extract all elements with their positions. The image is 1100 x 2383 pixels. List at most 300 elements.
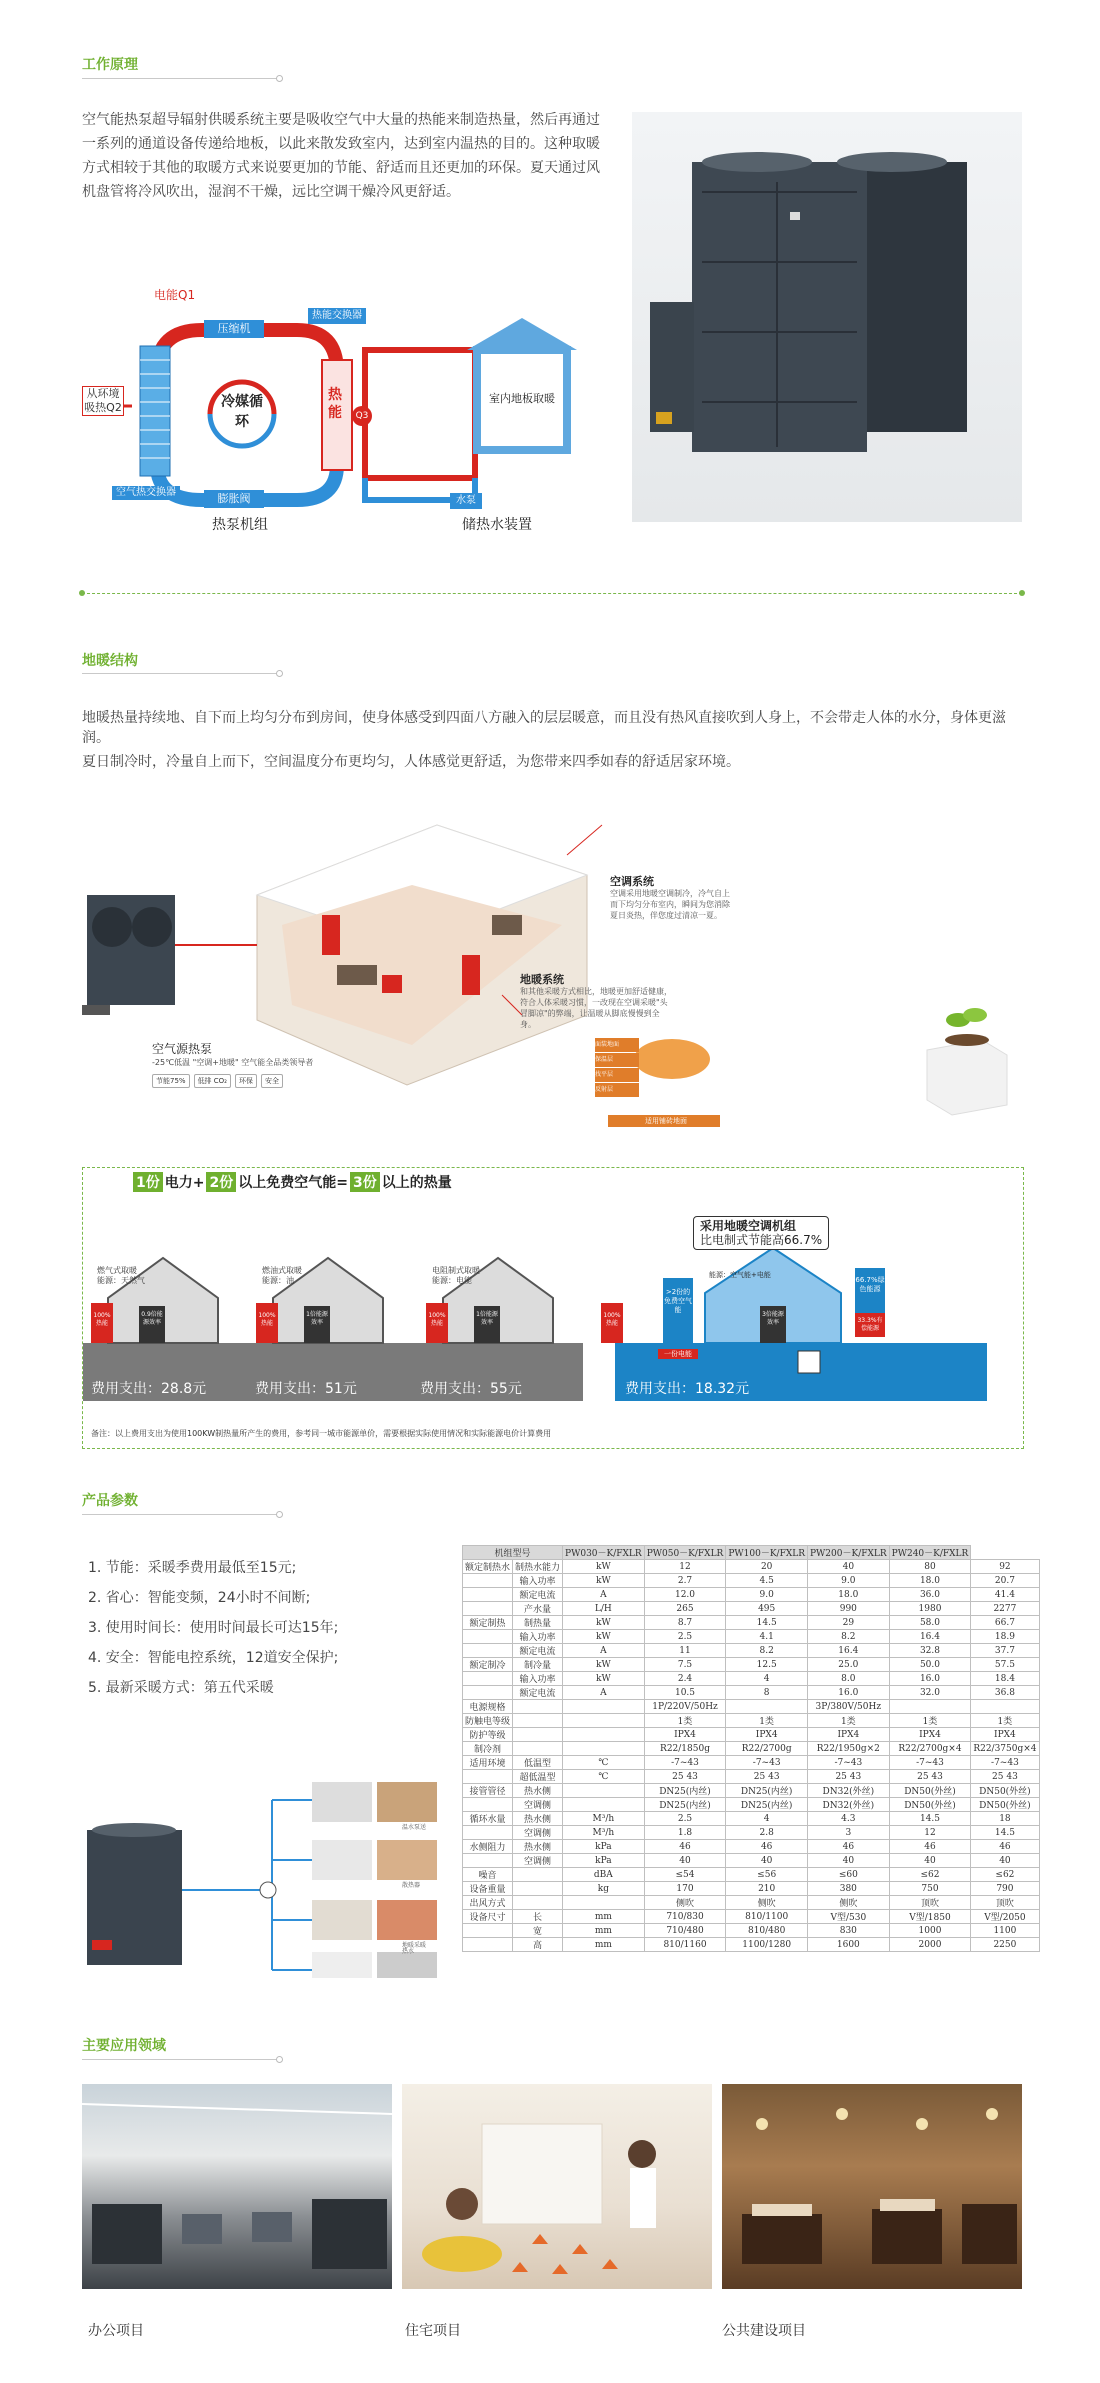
spec-cell: 顶吹 <box>889 1896 971 1910</box>
spec-cell: 9.0 <box>726 1588 808 1602</box>
spec-cell: 制热水能力 <box>513 1560 563 1574</box>
spec-cell: 1类 <box>808 1714 890 1728</box>
spec-cell: dBA <box>563 1868 645 1882</box>
spec-cell: M³/h <box>563 1826 645 1840</box>
spec-header-cell: PW240－K/FXLR <box>889 1546 971 1560</box>
spec-cell <box>463 1938 513 1952</box>
formula-term: 2份 <box>206 1172 236 1192</box>
spec-cell: 1980 <box>889 1602 971 1616</box>
spec-cell: 41.4 <box>971 1588 1039 1602</box>
spec-cell: 18.0 <box>808 1588 890 1602</box>
spec-cell: A <box>563 1686 645 1700</box>
air-source-pump-desc: -25℃低温 "空调+地暖" 空气能全品类领导者 <box>152 1058 314 1067</box>
spec-cell: 46 <box>889 1840 971 1854</box>
spec-cell: 1000 <box>889 1924 971 1938</box>
spec-table-row <box>463 1728 1040 1742</box>
spec-table-row <box>463 1938 1040 1952</box>
spec-cell: 20 <box>726 1560 808 1574</box>
spec-table-row <box>463 1840 1040 1854</box>
spec-cell: 46 <box>971 1840 1039 1854</box>
spec-cell: 18.0 <box>889 1574 971 1588</box>
residential-caption: 住宅项目 <box>405 2323 461 2339</box>
spec-cell: 1类 <box>889 1714 971 1728</box>
spec-cell: mm <box>563 1910 645 1924</box>
spec-cell: 16.0 <box>889 1672 971 1686</box>
house-3-label: 电阻制式取暖 能源：电能 <box>432 1266 480 1285</box>
layer-label: 面装地面 <box>595 1038 639 1052</box>
section-title-floor-structure: 地暖结构 <box>82 653 138 669</box>
spec-cell: -7~43 <box>644 1756 726 1770</box>
spec-cell: ≤62 <box>971 1868 1039 1882</box>
spec-cell: IPX4 <box>808 1728 890 1742</box>
spec-cell: 80 <box>889 1560 971 1574</box>
spec-cell: 495 <box>726 1602 808 1616</box>
principle-paragraph: 空气能热泵超导辐射供暖系统主要是吸收空气中大量的热能来制造热量，然后再通过一系列的通道设备传递给地板，以此来散发致室内，达到室内温热的目的。这种取暖方式相较于其他的取暖方式来说要更加的节能、舒适而且还更加的环保。夏天通过风机盘管将冷风吹出，湿润不干燥，远比空调干燥冷风更舒适。 <box>82 112 600 200</box>
spec-cell: kW <box>563 1658 645 1672</box>
floor-heating-label: 室内地板取暖 <box>489 392 555 405</box>
spec-cell <box>463 1770 513 1784</box>
spec-cell <box>463 1924 513 1938</box>
spec-cell: 产水量 <box>513 1602 563 1616</box>
spec-cell: 侧吹 <box>644 1896 726 1910</box>
spec-cell: mm <box>563 1924 645 1938</box>
spec-cell: IPX4 <box>971 1728 1039 1742</box>
spec-cell: 1类 <box>971 1714 1039 1728</box>
spec-cell: 46 <box>808 1840 890 1854</box>
spec-cell: 额定制热水 <box>463 1560 513 1574</box>
spec-cell: 2250 <box>971 1938 1039 1952</box>
spec-cell: 防护等级 <box>463 1728 513 1742</box>
public-building-project-photo <box>722 2084 1022 2289</box>
expansion-valve-label: 膨胀阀 <box>204 490 264 508</box>
spec-cell: 710/480 <box>644 1924 726 1938</box>
spec-cell: 10.5 <box>644 1686 726 1700</box>
spec-cell: 46 <box>644 1840 726 1854</box>
spec-cell <box>889 1700 971 1714</box>
heat-input-label: 100%热能 <box>258 1312 276 1327</box>
spec-cell <box>463 1574 513 1588</box>
spec-cell: 40 <box>644 1854 726 1868</box>
spec-cell: 循环水量 <box>463 1812 513 1826</box>
callout-title: 采用地暖空调机组 <box>700 1219 797 1233</box>
spec-table-row <box>463 1630 1040 1644</box>
spec-cell: 防触电等级 <box>463 1714 513 1728</box>
spec-cell: -7~43 <box>726 1756 808 1770</box>
spec-cell: V型/2050 <box>971 1910 1039 1924</box>
efficiency-box: 0.9倍能源效率 <box>141 1311 163 1326</box>
spec-cell: DN32(外丝) <box>808 1784 890 1798</box>
spec-cell: 16.4 <box>889 1630 971 1644</box>
spec-cell: mm <box>563 1938 645 1952</box>
spec-cell: kg <box>563 1882 645 1896</box>
spec-table-row <box>463 1686 1040 1700</box>
heat-input-label: 100%热能 <box>93 1312 111 1327</box>
spec-cell: M³/h <box>563 1812 645 1826</box>
spec-cell: 36.0 <box>889 1588 971 1602</box>
spec-cell: ≤62 <box>889 1868 971 1882</box>
spec-cell: 9.0 <box>808 1574 890 1588</box>
spec-cell: 3 <box>808 1826 890 1840</box>
spec-cell: 水侧阻力 <box>463 1840 513 1854</box>
ac-system-title: 空调系统 <box>610 875 654 888</box>
spec-cell: 4.3 <box>808 1812 890 1826</box>
spec-cell: 2.5 <box>644 1630 726 1644</box>
benefit-item: 5. 最新采暖方式：第五代采暖 <box>88 1680 274 1696</box>
spec-cell: R22/1950g×2 <box>808 1742 890 1756</box>
spec-table-row <box>463 1714 1040 1728</box>
spec-cell: 25 43 <box>644 1770 726 1784</box>
feature-badge: 低排 CO₂ <box>194 1074 231 1088</box>
formula-term: 3份 <box>350 1172 380 1192</box>
spec-cell: 额定电流 <box>513 1588 563 1602</box>
spec-cell: 低温型 <box>513 1756 563 1770</box>
spec-cell: -7~43 <box>808 1756 890 1770</box>
spec-header-cell: 机组型号 <box>463 1546 563 1560</box>
spec-cell: 热水侧 <box>513 1840 563 1854</box>
spec-cell: 57.5 <box>971 1658 1039 1672</box>
spec-cell: 空调侧 <box>513 1798 563 1812</box>
spec-cell: 空调侧 <box>513 1826 563 1840</box>
spec-cell: DN50(外丝) <box>889 1784 971 1798</box>
spec-cell: ℃ <box>563 1756 645 1770</box>
spec-cell: 3P/380V/50Hz <box>808 1700 890 1714</box>
spec-cell: 额定制冷 <box>463 1658 513 1672</box>
office-project-photo <box>82 2084 392 2289</box>
house-1-label: 燃气式取暖 能源：天然气 <box>97 1266 145 1285</box>
spec-cell: 25 43 <box>889 1770 971 1784</box>
diagram-label: 温水泵送 <box>402 1824 427 1831</box>
spec-cell <box>563 1700 645 1714</box>
spec-cell <box>513 1728 563 1742</box>
spec-cell: 18 <box>971 1812 1039 1826</box>
efficiency-box: 3倍能源效率 <box>762 1311 784 1326</box>
spec-table-row <box>463 1742 1040 1756</box>
spec-cell: 710/830 <box>644 1910 726 1924</box>
spec-cell: 32.0 <box>889 1686 971 1700</box>
benefit-item: 3. 使用时间长：使用时间最长可达15年; <box>88 1620 339 1636</box>
pump-label: 水泵 <box>450 493 482 509</box>
free-air-energy-label: >2份的免费空气能 <box>664 1288 692 1314</box>
callout-subtitle: 比电制式节能高66.7% <box>700 1233 823 1247</box>
air-source-pump-title: 空气源热泵 <box>152 1042 213 1056</box>
title-underline <box>82 2059 277 2060</box>
spec-cell <box>563 1896 645 1910</box>
spec-cell: 4 <box>726 1812 808 1826</box>
efficiency-box: 1倍能源效率 <box>306 1311 328 1326</box>
system-application-diagram <box>82 1760 452 1980</box>
spec-cell: 12.0 <box>644 1588 726 1602</box>
section-title-applications: 主要应用领域 <box>82 2038 166 2054</box>
spec-cell <box>563 1784 645 1798</box>
spec-cell: 40 <box>889 1854 971 1868</box>
spec-table-row <box>463 1602 1040 1616</box>
spec-cell: 高 <box>513 1938 563 1952</box>
spec-cell: 210 <box>726 1882 808 1896</box>
spec-cell <box>463 1672 513 1686</box>
spec-cell: 制热量 <box>513 1616 563 1630</box>
feature-badge: 节能75% <box>152 1074 190 1088</box>
spec-cell: 4.1 <box>726 1630 808 1644</box>
spec-cell <box>463 1686 513 1700</box>
highlight-energy-source: 能源：空气能+电能 <box>709 1271 771 1279</box>
cost-label: 费用支出：55元 <box>420 1381 522 1397</box>
spec-cell <box>563 1714 645 1728</box>
spec-table-row <box>463 1574 1040 1588</box>
spec-cell: 出风方式 <box>463 1896 513 1910</box>
spec-cell: 14.5 <box>726 1616 808 1630</box>
spec-table-row <box>463 1588 1040 1602</box>
spec-cell <box>463 1798 513 1812</box>
spec-cell: L/H <box>563 1602 645 1616</box>
spec-cell: kW <box>563 1574 645 1588</box>
floor-system-desc: 和其他采暖方式相比，地暖更加舒适健康，符合人体采暖习惯，一改现在空调采暖"头冒脚凉"的弊端，让温暖从脚底慢慢到全身。 <box>520 987 672 1029</box>
spec-cell: 25 43 <box>726 1770 808 1784</box>
spec-cell: 265 <box>644 1602 726 1616</box>
energy-comparison-panel <box>82 1167 1024 1449</box>
spec-cell: 790 <box>971 1882 1039 1896</box>
residential-project-photo <box>402 2084 712 2289</box>
spec-table-row <box>463 1812 1040 1826</box>
floor-heating-illustration <box>82 815 1022 1135</box>
benefit-item: 2. 省心：智能变频，24小时不间断; <box>88 1590 311 1606</box>
spec-header-cell: PW030－K/FXLR <box>563 1546 645 1560</box>
floor-layers-legend <box>595 1038 639 1097</box>
spec-cell: IPX4 <box>644 1728 726 1742</box>
spec-cell: 超低温型 <box>513 1770 563 1784</box>
spec-cell <box>463 1854 513 1868</box>
spec-cell: 25.0 <box>808 1658 890 1672</box>
spec-cell: 18.9 <box>971 1630 1039 1644</box>
spec-table-row <box>463 1644 1040 1658</box>
spec-cell: 12.5 <box>726 1658 808 1672</box>
spec-cell: 电源规格 <box>463 1700 513 1714</box>
spec-cell: 噪音 <box>463 1868 513 1882</box>
spec-cell: 830 <box>808 1924 890 1938</box>
spec-cell: 8 <box>726 1686 808 1700</box>
spec-cell <box>563 1798 645 1812</box>
spec-cell: 8.2 <box>726 1644 808 1658</box>
heat-pump-unit-drawing <box>632 112 1022 522</box>
spec-cell: 1类 <box>644 1714 726 1728</box>
electric-q1-label: 电能Q1 <box>154 288 196 302</box>
spec-cell: DN25(内丝) <box>726 1784 808 1798</box>
formula-term: 1份 <box>133 1172 163 1192</box>
spec-cell: 输入功率 <box>513 1574 563 1588</box>
spec-cell: 2.7 <box>644 1574 726 1588</box>
spec-cell: 11 <box>644 1644 726 1658</box>
spec-cell <box>513 1896 563 1910</box>
spec-cell: 2277 <box>971 1602 1039 1616</box>
spec-cell: R22/2700g×4 <box>889 1742 971 1756</box>
spec-cell: V型/530 <box>808 1910 890 1924</box>
spec-cell: 2.8 <box>726 1826 808 1840</box>
spec-cell: kW <box>563 1560 645 1574</box>
house-2-label: 燃油式取暖 能源：油 <box>262 1266 302 1285</box>
spec-cell: 92 <box>971 1560 1039 1574</box>
spec-cell: 12 <box>889 1826 971 1840</box>
spec-cell: DN32(外丝) <box>808 1798 890 1812</box>
heat-input-label: 100%热能 <box>603 1312 621 1327</box>
one-part-electric-label: 一份电能 <box>658 1349 698 1359</box>
spec-cell <box>513 1700 563 1714</box>
cost-label: 费用支出：18.32元 <box>625 1381 750 1397</box>
system-diagram-svg <box>82 1760 452 1980</box>
spec-cell <box>563 1742 645 1756</box>
spec-cell: 14.5 <box>971 1826 1039 1840</box>
spec-table-row <box>463 1854 1040 1868</box>
spec-cell: kW <box>563 1616 645 1630</box>
formula-term: 以上免费空气能= <box>238 1175 348 1191</box>
spec-cell: 接管管径 <box>463 1784 513 1798</box>
spec-cell: 侧吹 <box>808 1896 890 1910</box>
spec-cell: 4 <box>726 1672 808 1686</box>
spec-cell: IPX4 <box>889 1728 971 1742</box>
refrigerant-cycle-label: 冷媒循环 <box>221 394 263 430</box>
spec-cell: 2.4 <box>644 1672 726 1686</box>
spec-cell: 40 <box>971 1854 1039 1868</box>
spec-cell: 50.0 <box>889 1658 971 1672</box>
public-caption: 公共建设项目 <box>722 2323 806 2339</box>
spec-table-header <box>463 1546 1040 1560</box>
spec-cell: 810/480 <box>726 1924 808 1938</box>
spec-table <box>462 1545 1040 1952</box>
spec-cell: DN50(外丝) <box>889 1798 971 1812</box>
spec-cell: 热水侧 <box>513 1784 563 1798</box>
layer-label: 保温层 <box>595 1053 639 1067</box>
spec-cell: A <box>563 1644 645 1658</box>
spec-cell: 16.0 <box>808 1686 890 1700</box>
spec-cell: 1.8 <box>644 1826 726 1840</box>
spec-cell: 8.2 <box>808 1630 890 1644</box>
spec-table-row <box>463 1882 1040 1896</box>
spec-cell: 37.7 <box>971 1644 1039 1658</box>
spec-cell: 4.5 <box>726 1574 808 1588</box>
spec-cell: 顶吹 <box>971 1896 1039 1910</box>
cost-label: 费用支出：28.8元 <box>91 1381 207 1397</box>
spec-cell: 66.7 <box>971 1616 1039 1630</box>
spec-cell: 1类 <box>726 1714 808 1728</box>
spec-table-wrapper <box>462 1545 1037 1952</box>
spec-cell <box>463 1644 513 1658</box>
spec-cell: 40 <box>808 1560 890 1574</box>
section-title-principle: 工作原理 <box>82 57 138 73</box>
spec-cell: 8.7 <box>644 1616 726 1630</box>
spec-cell: R22/3750g×4 <box>971 1742 1039 1756</box>
spec-cell: -7~43 <box>971 1756 1039 1770</box>
title-underline <box>82 1514 277 1515</box>
spec-cell: 1P/220V/50Hz <box>644 1700 726 1714</box>
heat-pump-unit-caption: 热泵机组 <box>212 517 268 533</box>
compressor-label: 压缩机 <box>204 320 264 338</box>
spec-cell: kPa <box>563 1840 645 1854</box>
public-photo-drawing <box>722 2084 1022 2289</box>
layer-caption: 适用铺砖地面 <box>645 1117 687 1125</box>
spec-header-cell: PW100－K/FXLR <box>726 1546 808 1560</box>
spec-cell <box>463 1588 513 1602</box>
section-divider <box>82 593 1022 594</box>
heat-input-label: 100%热能 <box>428 1312 446 1327</box>
spec-cell: R22/1850g <box>644 1742 726 1756</box>
storage-caption: 储热水装置 <box>462 517 532 533</box>
diagram-label: 热水 <box>402 1948 415 1955</box>
spec-cell: 设备尺寸 <box>463 1910 513 1924</box>
spec-cell: 侧吹 <box>726 1896 808 1910</box>
spec-cell: IPX4 <box>726 1728 808 1742</box>
spec-cell: 宽 <box>513 1924 563 1938</box>
spec-cell <box>463 1826 513 1840</box>
spec-cell: 380 <box>808 1882 890 1896</box>
spec-cell <box>726 1700 808 1714</box>
spec-cell: 输入功率 <box>513 1630 563 1644</box>
heat-pump-unit-photo <box>632 112 1022 522</box>
spec-cell: DN25(内丝) <box>644 1798 726 1812</box>
spec-cell: 7.5 <box>644 1658 726 1672</box>
spec-table-row <box>463 1616 1040 1630</box>
spec-cell: 810/1160 <box>644 1938 726 1952</box>
spec-cell: DN25(内丝) <box>726 1798 808 1812</box>
layer-label: 找平层 <box>595 1068 639 1082</box>
spec-cell: 额定电流 <box>513 1686 563 1700</box>
heat-pump-principle-diagram <box>82 288 622 533</box>
spec-table-row <box>463 1826 1040 1840</box>
spec-cell: 58.0 <box>889 1616 971 1630</box>
spec-cell: ℃ <box>563 1770 645 1784</box>
spec-cell: 14.5 <box>889 1812 971 1826</box>
spec-cell: 18.4 <box>971 1672 1039 1686</box>
ambient-heat-label: 从环境吸热Q2 <box>82 386 124 416</box>
house-roof <box>467 318 577 350</box>
spec-cell: 12 <box>644 1560 726 1574</box>
spec-table-row <box>463 1672 1040 1686</box>
spec-cell: 1100/1280 <box>726 1938 808 1952</box>
spec-cell: ≤60 <box>808 1868 890 1882</box>
spec-cell: kW <box>563 1672 645 1686</box>
spec-table-row <box>463 1784 1040 1798</box>
spec-cell <box>513 1714 563 1728</box>
spec-cell: ≤56 <box>726 1868 808 1882</box>
residential-photo-drawing <box>402 2084 712 2289</box>
title-underline <box>82 673 277 674</box>
spec-table-row <box>463 1896 1040 1910</box>
paid-energy-label: 33.3%有偿能源 <box>857 1317 883 1332</box>
spec-cell: 输入功率 <box>513 1672 563 1686</box>
spec-cell: ≤54 <box>644 1868 726 1882</box>
spec-cell: 170 <box>644 1882 726 1896</box>
spec-cell: 29 <box>808 1616 890 1630</box>
spec-cell: 8.0 <box>808 1672 890 1686</box>
spec-cell: 额定制热 <box>463 1616 513 1630</box>
benefit-item: 1. 节能：采暖季费用最低至15元; <box>88 1560 297 1576</box>
title-underline <box>82 78 277 79</box>
spec-cell: A <box>563 1588 645 1602</box>
spec-cell: DN50(外丝) <box>971 1784 1039 1798</box>
spec-cell: 40 <box>726 1854 808 1868</box>
air-exchanger-label: 空气热交换器 <box>112 486 180 500</box>
spec-cell: 1600 <box>808 1938 890 1952</box>
spec-header-cell: PW200－K/FXLR <box>808 1546 890 1560</box>
comparison-note: 备注：以上费用支出为使用100KW制热量所产生的费用，参考同一城市能源单价，需要根据实际使用情况和实际能源电价计算费用 <box>91 1429 552 1438</box>
spec-cell: -7~43 <box>889 1756 971 1770</box>
spec-cell: 长 <box>513 1910 563 1924</box>
spec-cell <box>971 1700 1039 1714</box>
spec-cell: 2.5 <box>644 1812 726 1826</box>
heat-energy-label: 热能 <box>328 387 342 421</box>
spec-cell: 40 <box>808 1854 890 1868</box>
spec-table-row <box>463 1910 1040 1924</box>
spec-table-row <box>463 1658 1040 1672</box>
cost-label: 费用支出：51元 <box>255 1381 357 1397</box>
floor-system-title: 地暖系统 <box>520 973 564 986</box>
